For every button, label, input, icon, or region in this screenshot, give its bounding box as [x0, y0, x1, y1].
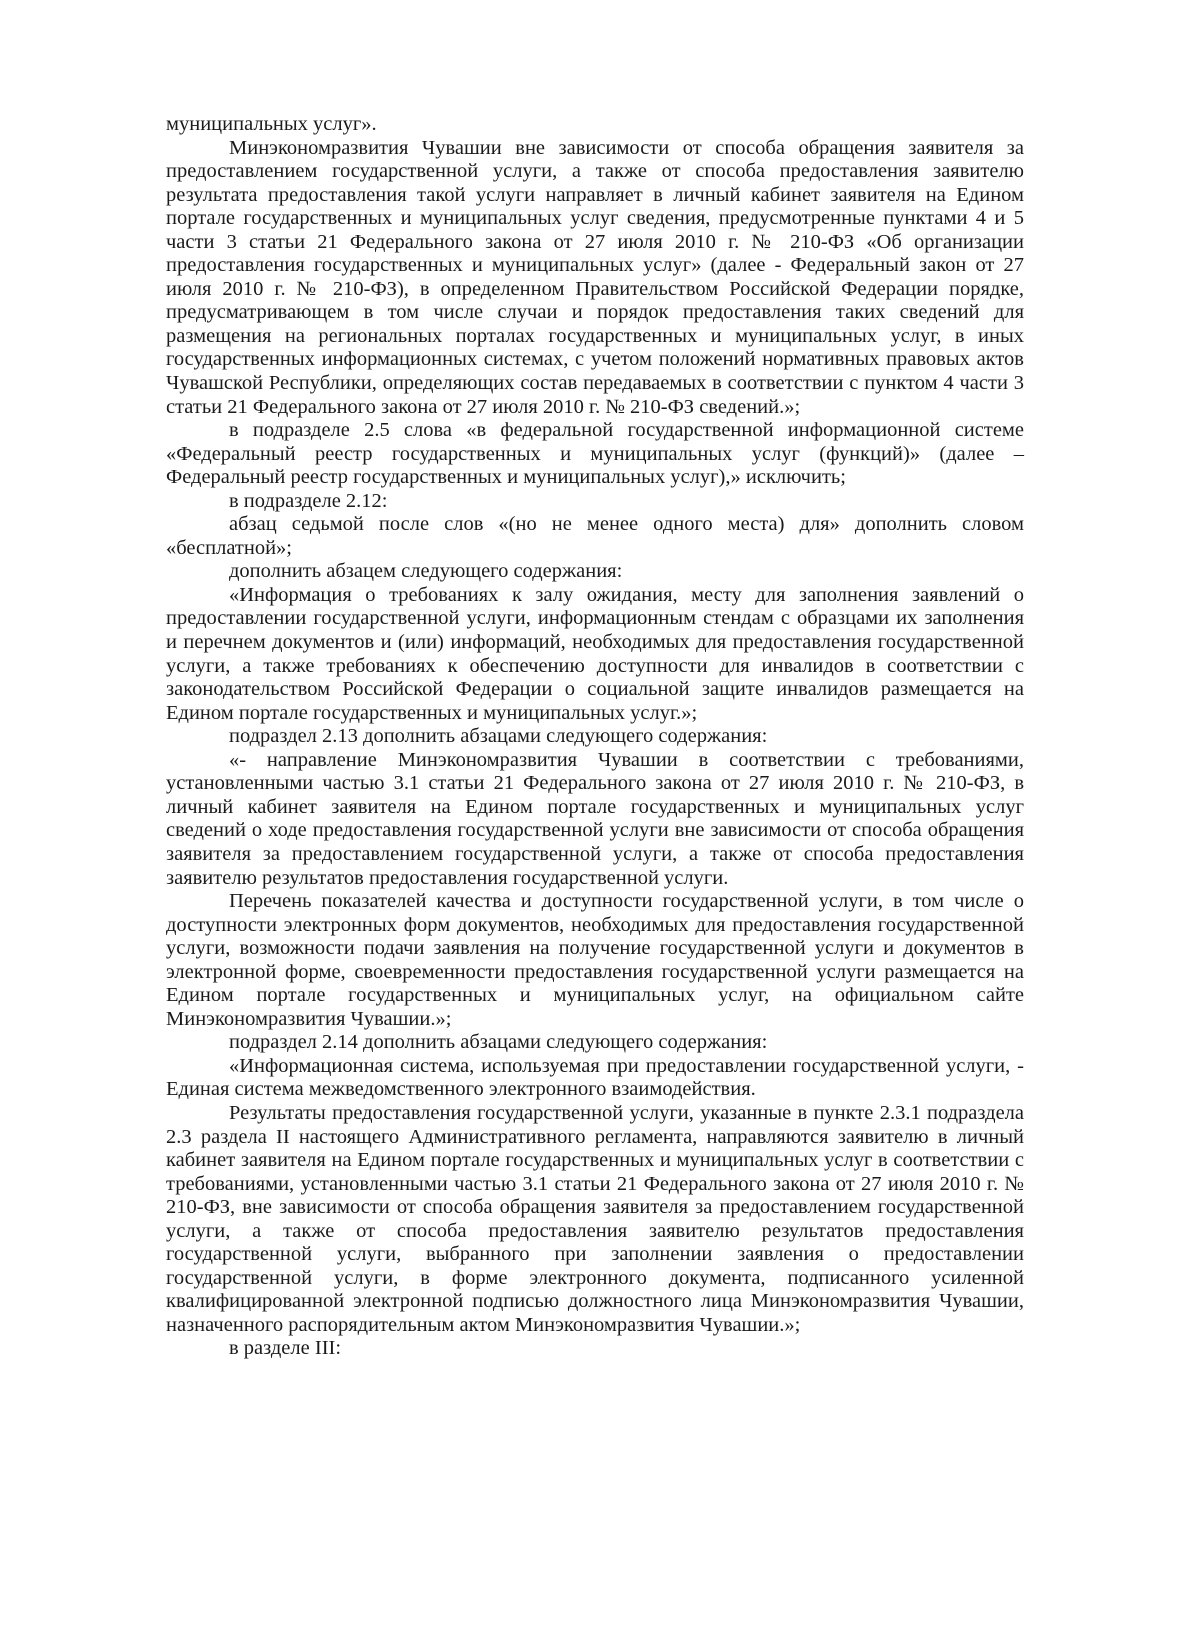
paragraph-6: дополнить абзацем следующего содержания: — [229, 560, 623, 583]
paragraph-8: подраздел 2.13 дополнить абзацами следующего содержания: — [229, 725, 768, 748]
paragraph-4: в подразделе 2.12: — [229, 489, 388, 512]
paragraph-9: «- направление Минэкономразвития Чувашии в соответствии с требованиями, установленными частью 3.1 статьи 21 Федерального закона от 27 июля 2010 г. № 210-ФЗ, в личный кабинет заявителя на Едином портале государственных и муниципальных услуг сведений о ходе предоставления государственной услуги вне зависимости от способа обращения заявителя за предоставлением государственной услуги, а также от способа предоставления заявителю результатов предоставления государственной услуги. — [166, 748, 1024, 889]
paragraph-5: абзац седьмой после слов «(но не менее одного места) для» дополнить словом «бесплатной»; — [166, 513, 1024, 559]
paragraph-13: Результаты предоставления государственной услуги, указанные в пункте 2.3.1 подраздела 2.3 раздела II настоящего Административного регламента, направляются заявителю в личный кабинет заявителя на Едином портале государственных и муниципальных услуг в соответствии с требованиями, установленными частью 3.1 статьи 21 Федерального закона от 27 июля 2010 г. № 210-ФЗ, вне зависимости от способа обращения заявителя за предоставлением государственной услуги, а также от способа предоставления заявителю результатов предоставления государственной услуги, выбранного при заполнении заявления о предоставлении государственной услуги, в форме электронного документа, подписанного усиленной квалифицированной электронной подписью должностного лица Минэкономразвития Чувашии, назначенного распорядительным актом Минэкономразвития Чувашии.»; — [166, 1101, 1024, 1336]
paragraph-10: Перечень показателей качества и доступности государственной услуги, в том числе о доступности электронных форм документов, необходимых для предоставления государственной услуги, возможности подачи заявления на получение государственной услуги и документов в электронной форме, своевременности предоставления государственной услуги размещается на Едином портале государственных и муниципальных услуг, на официальном сайте Минэкономразвития Чувашии.»; — [166, 890, 1024, 1030]
paragraph-11: подраздел 2.14 дополнить абзацами следующего содержания: — [229, 1031, 768, 1054]
paragraph-12: «Информационная система, используемая при предоставлении государственной услуги, - Единая система межведомственного электронного взаимодействия. — [166, 1054, 1024, 1101]
paragraph-1: муниципальных услуг». — [166, 113, 377, 135]
document-body — [166, 113, 1024, 1361]
paragraph-7: «Информация о требованиях к залу ожидания, месту для заполнения заявлений о предоставлении государственной услуги, информационным стендам с образцами их заполнения и перечнем документов и (или) информаций, необходимых для предоставления государственной услуги, а также требованиях к обеспечению доступности для инвалидов в соответствии с законодательством Российской Федерации о социальной защите инвалидов размещается на Едином портале государственных и муниципальных услуг.»; — [166, 583, 1024, 724]
paragraph-3: в подразделе 2.5 слова «в федеральной государственной информационной системе «Федеральный реестр государственных и муниципальных услуг (функций)» (далее – Федеральный реестр государственных и муниципальных услуг),» исключить; — [166, 419, 1024, 489]
paragraph-14: в разделе III: — [229, 1337, 342, 1360]
paragraph-2: Минэкономразвития Чувашии вне зависимости от способа обращения заявителя за предоставлением государственной услуги, а также от способа предоставления заявителю результата предоставления такой услуги направляет в личный кабинет заявителя на Едином портале государственных и муниципальных услуг сведения, предусмотренные пунктами 4 и 5 части 3 статьи 21 Федерального закона от 27 июля 2010 г. № 210-ФЗ «Об организации предоставления государственных и муниципальных услуг» (далее - Федеральный закон от 27 июля 2010 г. № 210-ФЗ), в определенном Правительством Российской Федерации порядке, предусматривающем в том числе случаи и порядок предоставления таких сведений для размещения на региональных порталах государственных и муниципальных услуг, в иных государственных информационных системах, с учетом положений нормативных правовых актов Чувашской Республики, определяющих состав передаваемых в соответствии с пунктом 4 части 3 статьи 21 Федерального закона от 27 июля 2010 г. № 210-ФЗ сведений.»; — [166, 136, 1024, 418]
